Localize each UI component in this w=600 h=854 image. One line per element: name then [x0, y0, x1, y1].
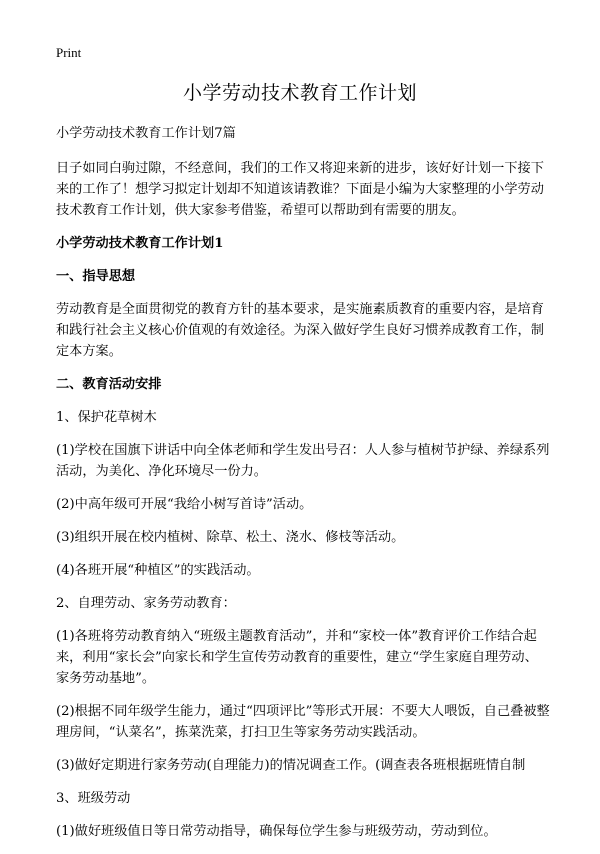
- item-1-heading: 1、保护花草树木: [56, 410, 157, 425]
- document-body: [56, 123, 550, 854]
- page-title: 小学劳动技术教育工作计划: [182, 82, 417, 104]
- section-2-heading: 二、教育活动安排: [56, 377, 162, 392]
- section-1-paragraph: 劳动教育是全面贯彻党的教育方针的基本要求，是实施素质教育的重要内容，是培育和践行社会主义核心价值观的有效途径。为深入做好学生良好习惯养成教育工作，制定本方案。: [56, 302, 544, 359]
- item-1-paragraph-1: (1)学校在国旗下讲话中向全体老师和学生发出号召：人人参与植树节护绿、养绿系列活动，为美化、净化环境尽一份力。: [56, 443, 550, 479]
- item-1-paragraph-3: (3)组织开展在校内植树、除草、松土、浇水、修枝等活动。: [56, 530, 405, 545]
- print-link[interactable]: Print: [56, 45, 82, 60]
- intro-paragraph: 日子如同白驹过隙，不经意间，我们的工作又将迎来新的进步，该好好计划一下接下来的工作了！想学习拟定计划却不知道该请教谁？下面是小编为大家整理的小学劳动技术教育工作计划，供大家参考借鉴，希望可以帮助到有需要的朋友。: [56, 161, 544, 218]
- plan-1-heading: 小学劳动技术教育工作计划1: [56, 236, 224, 251]
- item-2-paragraph-2: (2)根据不同年级学生能力，通过“四项评比”等形式开展：不要大人喂饭，自己叠被整理房间，“认菜名”，拣菜洗菜，打扫卫生等家务劳动实践活动。: [56, 704, 550, 740]
- section-1-heading: 一、指导思想: [56, 269, 136, 284]
- item-3-heading: 3、班级劳动: [56, 791, 131, 806]
- item-2-paragraph-3: (3)做好定期进行家务劳动(自理能力)的情况调查工作。(调查表各班根据班情自制: [56, 758, 526, 773]
- document-subtitle: 小学劳动技术教育工作计划7篇: [56, 126, 236, 141]
- item-3-paragraph-1: (1)做好班级值日等日常劳动指导，确保每位学生参与班级劳动，劳动到位。: [56, 824, 497, 839]
- item-1-paragraph-4: (4)各班开展“种植区”的实践活动。: [56, 563, 260, 578]
- item-2-heading: 2、自理劳动、家务劳动教育：: [56, 596, 236, 611]
- item-2-paragraph-1: (1)各班将劳动教育纳入“班级主题教育活动”，并和“家校一体”教育评价工作结合起来，利用“家长会”向家长和学生宣传劳动教育的重要性，建立“学生家庭自理劳动、家务劳动基地”。: [56, 629, 538, 686]
- item-1-paragraph-2: (2)中高年级可开展“我给小树写首诗”活动。: [56, 497, 313, 512]
